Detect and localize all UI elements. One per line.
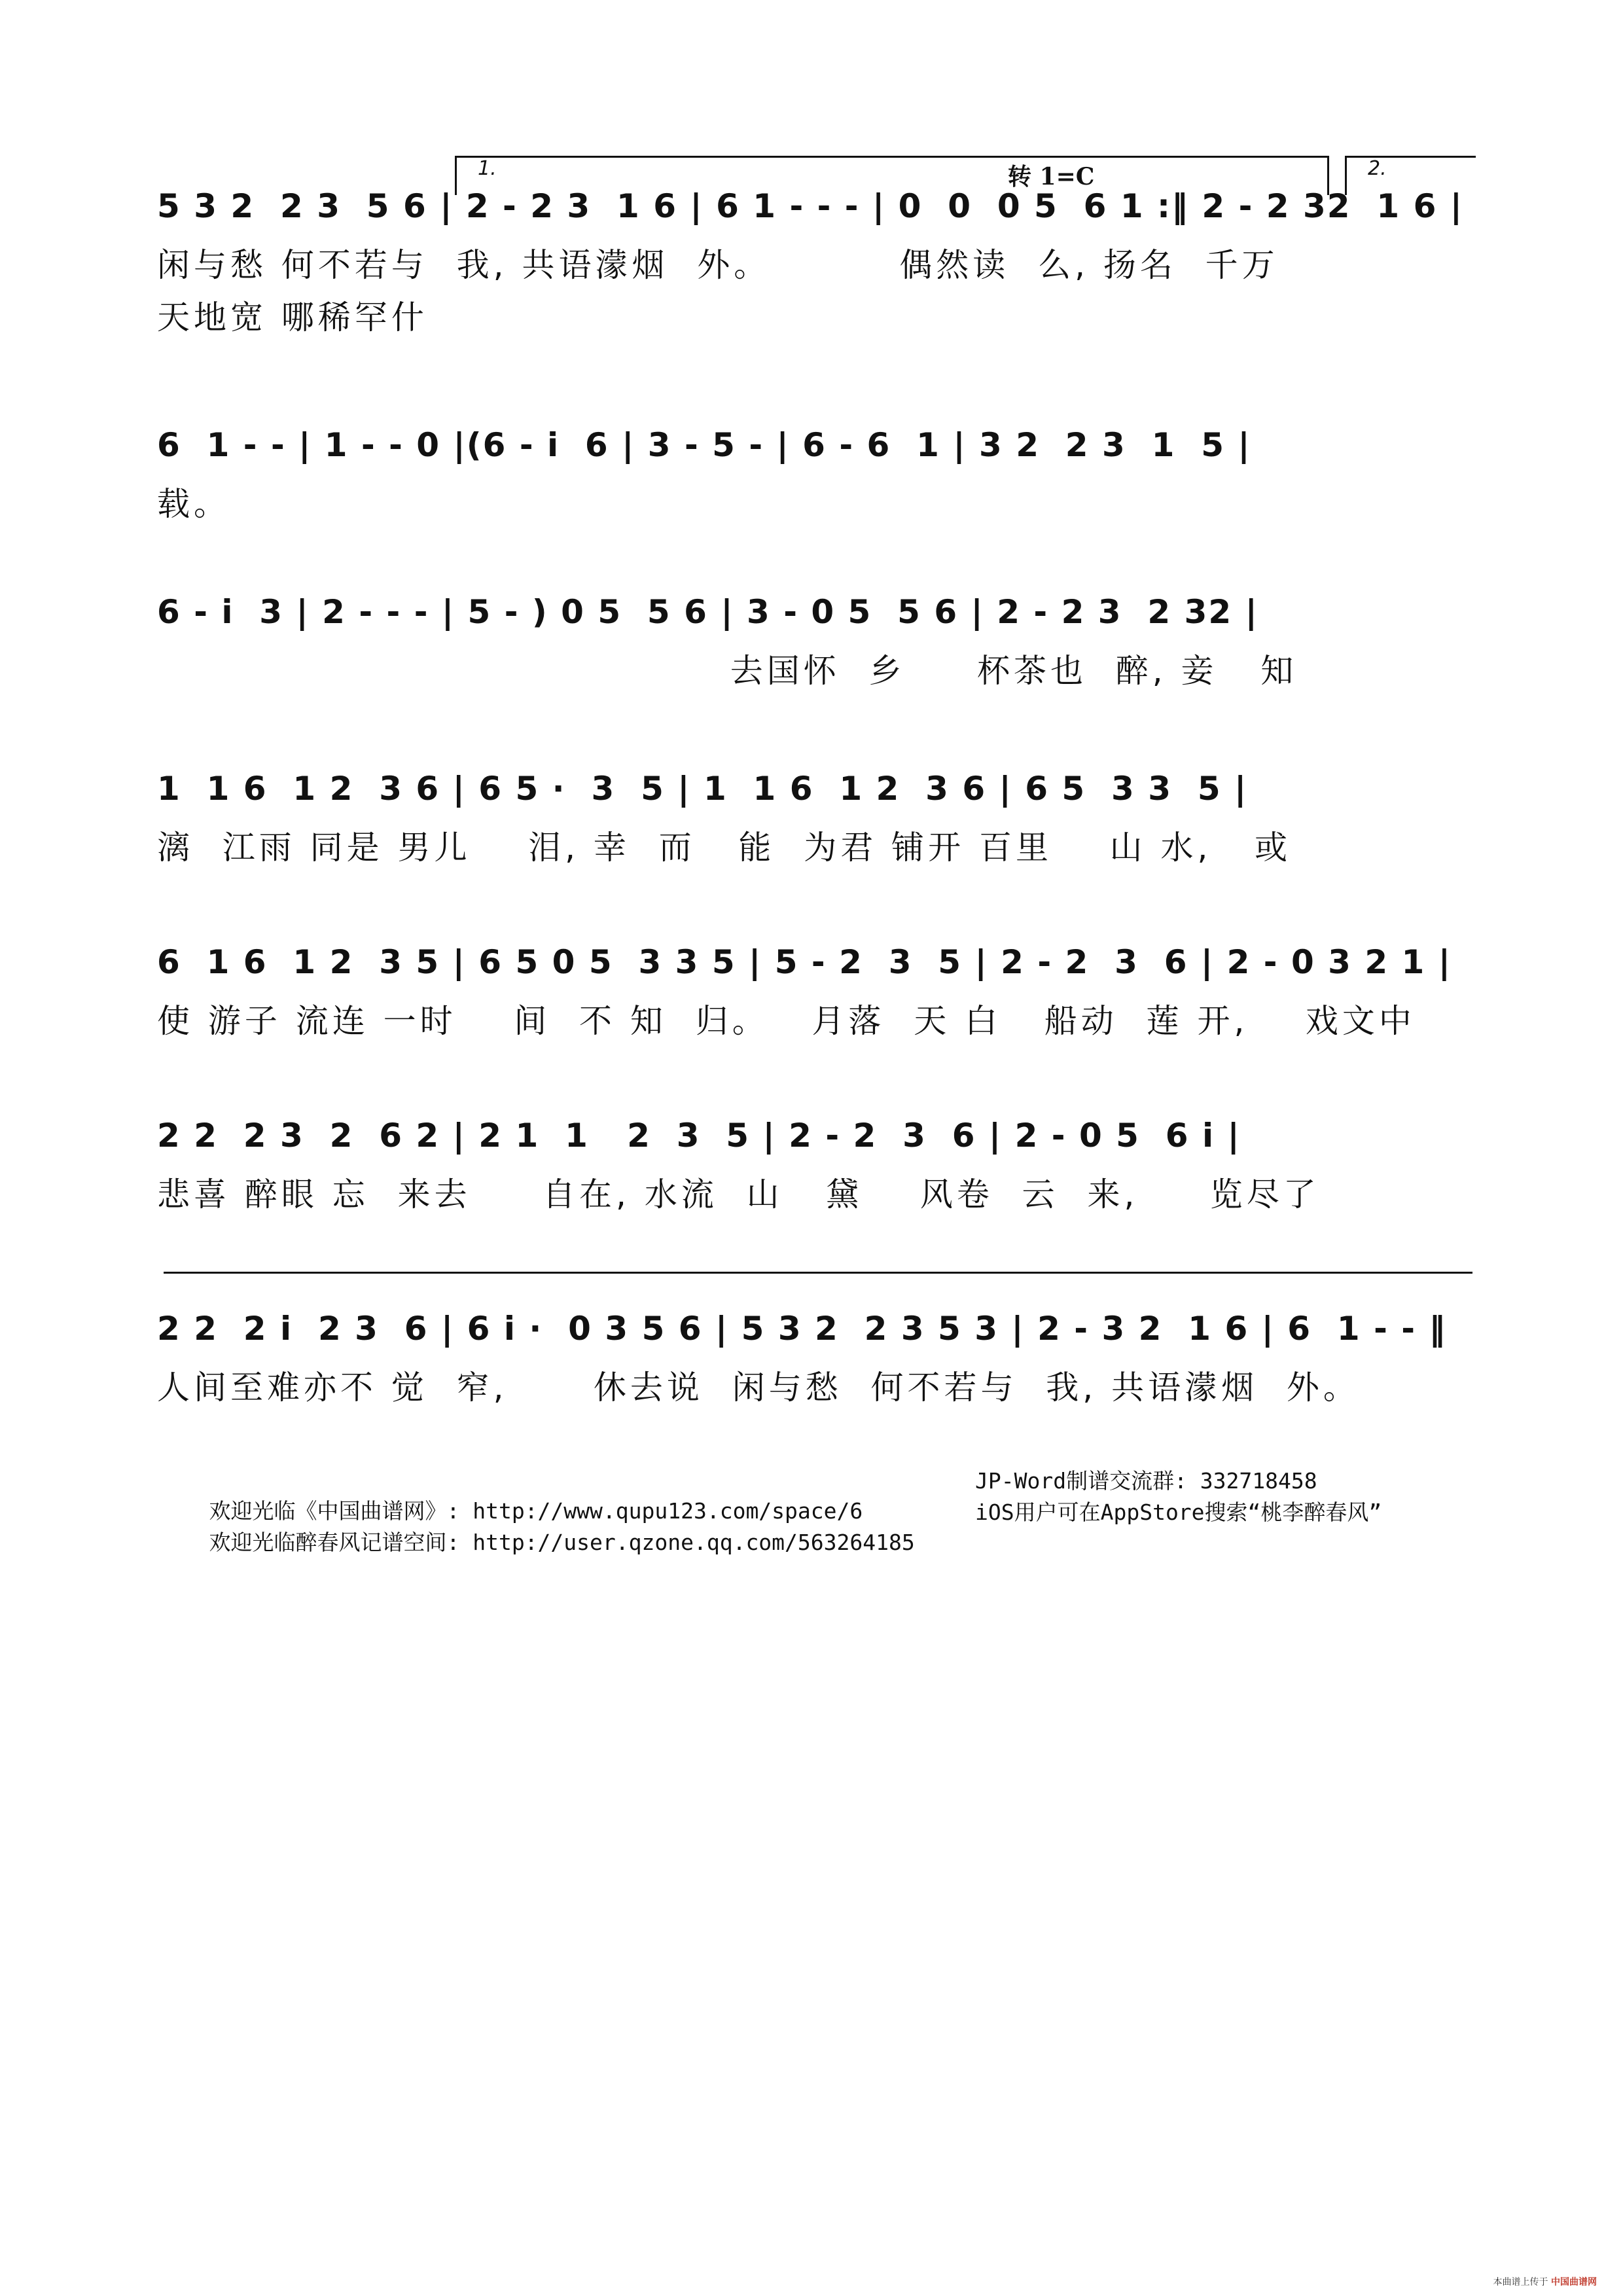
credit-text: 本曲谱上传于 (1493, 2277, 1548, 2287)
volta-2-number: 2. (1368, 157, 1387, 180)
lyrics-line-1: 载。 (157, 485, 230, 523)
volta-1-bracket (455, 156, 1329, 158)
lyrics-line-1: 去国怀 乡 杯茶也 醉, 妾 知 (157, 652, 1298, 690)
volta-2-bracket (1345, 156, 1476, 158)
lyrics-line-1: 使 游子 流连 一时 间 不 知 归。 月落 天 白 船动 莲 开, 戏文中 (157, 1002, 1416, 1040)
footer-line-2 (157, 1498, 1472, 1618)
footer-site-link[interactable]: 欢迎光临《中国曲谱网》: http://www.qupu123.com/space/6 (209, 1498, 863, 1524)
notation-line: 5 3 2 2 3 5 6 | 2 - 2 3 1 6 | 6 1 - - - | 0 0 0 5 6 1 :‖ 2 - 2 32 1 6 | (157, 187, 1464, 225)
footer-group-info: JP-Word制谱交流群: 332718458 (975, 1468, 1317, 1494)
lyrics-line-1: 闲与愁 何不若与 我, 共语濛烟 外。 偶然读 么, 扬名 千万 (157, 246, 1279, 284)
notation-line: 1 1 6 1 2 3 6 | 6 5 · 3 5 | 1 1 6 1 2 3 6 | 6 5 3 3 5 | (157, 770, 1248, 808)
footer-space-link[interactable]: 欢迎光临醉春风记谱空间: http://user.qzone.qq.com/563264185 (209, 1530, 915, 1555)
volta-1-number: 1. (478, 157, 497, 180)
credit-site-logo: 中国曲谱网 (1551, 2277, 1597, 2287)
upload-credit (1493, 2275, 1597, 2288)
ending-bracket-line (164, 1272, 1472, 1274)
notation-line: 2 2 2 3 2 6 2 | 2 1 1 2 3 5 | 2 - 2 3 6 | 2 - 0 5 6 i | (157, 1117, 1241, 1155)
notation-line: 6 1 - - | 1 - - 0 |(6 - i 6 | 3 - 5 - | 6 - 6 1 | 3 2 2 3 1 5 | (157, 426, 1251, 464)
key-change-label: 转 1=C (1008, 163, 1095, 190)
notation-line: 2 2 2 i 2 3 6 | 6 i · 0 3 5 6 | 5 3 2 2 3 5 3 | 2 - 3 2 1 6 | 6 1 - - ‖ (157, 1310, 1447, 1348)
notation-line: 6 1 6 1 2 3 5 | 6 5 0 5 3 3 5 | 5 - 2 3 5 | 2 - 2 3 6 | 2 - 0 3 2 1 | (157, 943, 1452, 981)
lyrics-line-2: 天地宽 哪稀罕什 (157, 298, 428, 336)
lyrics-line-1: 人间至难亦不 觉 窄, 休去说 闲与愁 何不若与 我, 共语濛烟 外。 (157, 1369, 1360, 1407)
lyrics-line-1: 悲喜 醉眼 忘 来去 自在, 水流 山 黛 风卷 云 来, 览尽了 (157, 1175, 1320, 1213)
notation-line: 6 - i 3 | 2 - - - | 5 - ) 0 5 5 6 | 3 - 0 5 5 6 | 2 - 2 3 2 32 | (157, 593, 1258, 631)
footer-app-info: iOS用户可在AppStore搜索“桃李醉春风” (975, 1499, 1382, 1525)
lyrics-line-1: 漓 江雨 同是 男儿 泪, 幸 而 能 为君 铺开 百里 山 水, 或 (157, 829, 1292, 867)
